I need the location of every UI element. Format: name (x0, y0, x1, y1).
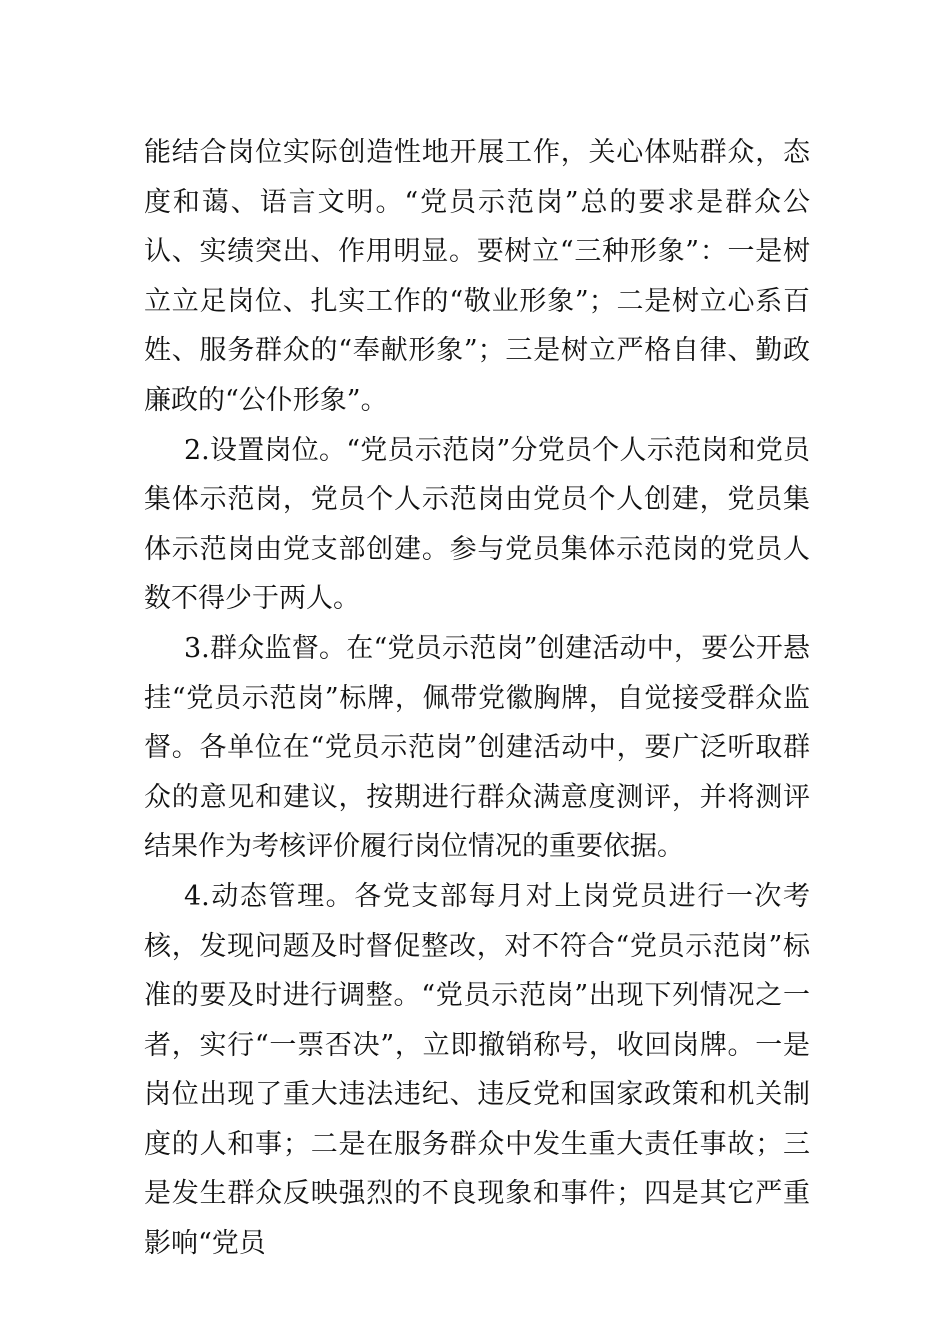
document-body (144, 128, 810, 1269)
paragraph-setting-positions: 2.设置岗位。“党员示范岗”分党员个人示范岗和党员集体示范岗，党员个人示范岗由党员个人创建，党员集体示范岗由党支部创建。参与党员集体示范岗的党员人数不得少于两人。 (144, 434, 810, 615)
paragraph-public-supervision: 3.群众监督。在“党员示范岗”创建活动中，要公开悬挂“党员示范岗”标牌，佩带党徽胸牌，自觉接受群众监督。各单位在“党员示范岗”创建活动中，要广泛听取群众的意见和建议，按期进行群众满意度测评，并将测评结果作为考核评价履行岗位情况的重要依据。 (144, 632, 810, 863)
paragraph-dynamic-management: 4.动态管理。各党支部每月对上岗党员进行一次考核，发现问题及时督促整改，对不符合“党员示范岗”标准的要及时进行调整。“党员示范岗”出现下列情况之一者，实行“一票否决”，立即撤销称号，收回岗牌。一是岗位出现了重大违法违纪、违反党和国家政策和机关制度的人和事；二是在服务群众中发生重大责任事故；三是发生群众反映强烈的不良现象和事件；四是其它严重影响“党员 (144, 880, 810, 1260)
paragraph-continuation: 能结合岗位实际创造性地开展工作，关心体贴群众，态度和蔼、语言文明。“党员示范岗”总的要求是群众公认、实绩突出、作用明显。要树立“三种形象”：一是树立立足岗位、扎实工作的“敬业形象”；二是树立心系百姓、服务群众的“奉献形象”；三是树立严格自律、勤政廉政的“公仆形象”。 (144, 137, 810, 416)
